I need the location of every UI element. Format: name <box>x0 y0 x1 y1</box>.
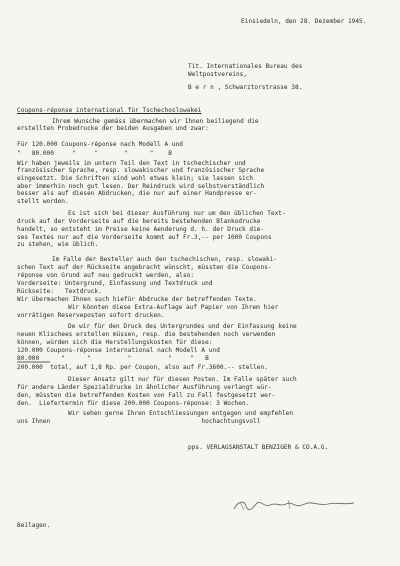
paragraph-1-line: Ihrem Wunsche gemäss übermachen wir Ihnen beiliegend die <box>52 118 259 125</box>
paragraph-4-list-item: Vorderseite: Untergrund, Einfassung und Textdruck und <box>17 280 213 287</box>
paragraph-3-line: ses Textes nur auf die Vorderseite kommt auf Fr.3,-- per 1000 Coupons <box>17 234 272 241</box>
paragraph-3-line: handelt, so entsteht im Preise keine Aenderung d. h. der Druck die- <box>17 226 265 233</box>
calculation-rule <box>17 361 51 363</box>
paragraph-7-line: den, müssten die betreffenden Kosten von Fall zu Fall festgesetzt wer- <box>17 392 276 399</box>
handwritten-signature <box>232 496 357 514</box>
paragraph-7-line: Dieser Ansatz gilt nur für diesen Posten. Im Falle später such <box>68 376 297 383</box>
calculation-total-line: 200.000 total, auf 1,8 Rp. per Coupon, also auf Fr.3600.-- stellen. <box>17 364 268 371</box>
paragraph-4-list-item: Rückseite: Textdruck. <box>17 288 102 295</box>
calculation-line: 120.000 Coupons-réponse international nach Modell A und <box>17 347 220 354</box>
paragraph-3-line: Es ist sich bei dieser Ausführung nur um den üblichen Text- <box>68 210 286 217</box>
closing-line: uns Ihnen hochachtungsvoll <box>17 418 261 425</box>
subject-line: Coupons-réponse international für Tschechoslowakei <box>17 107 202 114</box>
paragraph-6-line: De wir für den Druck des Untergrundes und der Einfassung keine <box>68 323 297 330</box>
closing-line: Wir sehen gerne Ihren Entschliessungen entgegen und empfehlen <box>68 410 294 417</box>
paragraph-2-line: Wir haben jeweils im untern Teil den Text in tschechischer und <box>17 160 246 167</box>
paragraph-2-line: eingesetzt. Die Schriften sind wohl etwas klein; sie lassen sich <box>17 175 254 182</box>
paragraph-2-line: aber immerhin noch gut lesen. Der Reindruck wird selbstverständlich <box>17 183 265 190</box>
address-line-1: Tit. Internationales Bureau des <box>188 63 303 70</box>
paragraph-6-line: können, würden sich die Herstellungskosten für diese: <box>17 339 213 346</box>
enclosures-label: Beilagen. <box>17 522 51 529</box>
dateline: Einsiedeln, den 28. Dezember 1945. <box>241 18 367 25</box>
calculation-line: 80.000 " " " " " B <box>17 355 209 362</box>
item-line: " 80.000 " " " " B <box>17 150 172 157</box>
paragraph-6-line: neuen Klischees erstellen müssen, resp. die bestehenden noch verwenden <box>17 331 276 338</box>
paragraph-4-line: Im Falle der Besteller auch den tschechischen, resp. slowaki- <box>52 256 278 263</box>
company-signature-line: pps. VERLAGSANSTALT BENZIGER & CO.A.G. <box>188 444 329 451</box>
paragraph-5-line: vorrätigen Reserveposten sofort drucken. <box>17 312 165 319</box>
address-line-2: Weltpostvereins, <box>188 71 248 78</box>
paragraph-1-line: erstellten Probedrucke der beiden Ausgaben und zwar: <box>17 125 209 132</box>
item-line: Für 120.000 Coupons-réponse nach Modell A und <box>17 141 183 148</box>
paragraph-7-line: den. Liefertermin für diese 200.000 Coupons-réponse: 3 Wochen. <box>17 400 250 407</box>
paragraph-2-line: französischer Sprache, resp. slowakischer und französischer Sprache <box>17 167 265 174</box>
paragraph-2-line: stellt worden. <box>17 198 69 205</box>
address-line-3: B e r n , Schwarztorstrasse 38. <box>188 84 303 91</box>
paragraph-4-line: schen Text auf der Rückseite angebracht wünscht, müssten die Coupons- <box>17 264 272 271</box>
paragraph-7-line: für andere Länder Spezialdrucke in ähnlicher Ausführung verlangt wür- <box>17 384 272 391</box>
paragraph-2-line: besser als auf diesen Abdrucken, die nur auf einer Handpresse er- <box>17 190 257 197</box>
paragraph-3-line: druck auf der Vorderseite auf die bereits bestehenden Blankodrucke <box>17 218 261 225</box>
paragraph-5-line: Wir übermachen Ihnen such hiefür Abdrucke der betreffenden Texte. <box>17 296 257 303</box>
paragraph-4-line: réponse von Grund auf neu gedruckt werden, also: <box>17 272 195 279</box>
paragraph-5-line: Wir könnten diese Extra-Auflage auf Papier von Ihrem hier <box>68 304 279 311</box>
paragraph-3-line: zu stehen, wie üblich. <box>17 241 99 248</box>
